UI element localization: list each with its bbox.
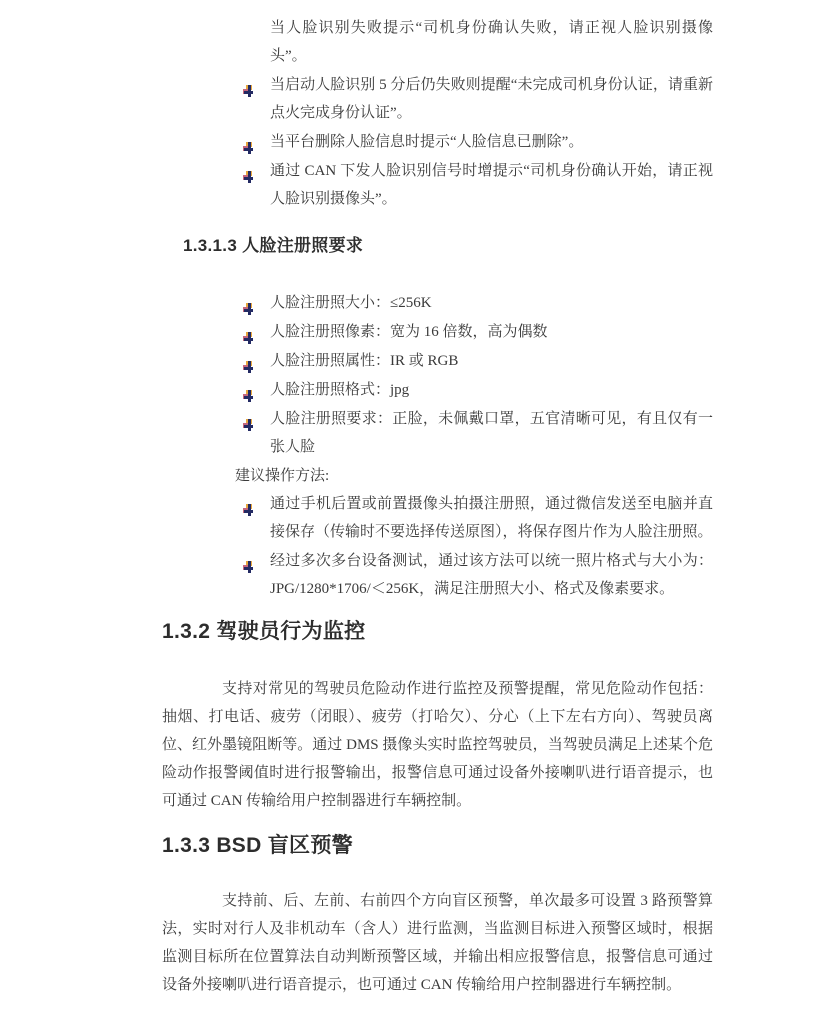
list-item xyxy=(162,405,713,461)
list-item xyxy=(162,490,713,546)
list-item-text: 通过手机后置或前置摄像头拍摄注册照，通过微信发送至电脑并直接保存（传输时不要选择传送原图），将保存图片作为人脸注册照。 xyxy=(270,496,713,540)
dingbat-bullet-icon xyxy=(242,79,254,91)
dingbat-bullet-icon xyxy=(242,498,254,510)
list-item xyxy=(162,547,713,603)
heading-1-3-1-3: 1.3.1.3 人脸注册照要求 xyxy=(183,236,364,255)
suggest-method-label: 建议操作方法: xyxy=(235,468,330,484)
dingbat-bullet-icon xyxy=(242,355,254,367)
dingbat-bullet-icon xyxy=(242,413,254,425)
heading-1-3-2: 1.3.2 驾驶员行为监控 xyxy=(162,620,366,643)
paragraph-bsd-blind-spot-warning: 支持前、后、左前、右前四个方向盲区预警，单次最多可设置 3 路预警算法，实时对行人及非机动车（含人）进行监测，当监测目标进入预警区域时，根据监测目标所在位置算法自动判断预警区域，并输出相应报警信息，报警信息可通过设备外接喇叭进行语音提示，也可通过 CAN 传输给用户控制器进行车辆控制。 xyxy=(162,893,713,993)
dingbat-bullet-icon xyxy=(242,555,254,567)
list-item-text: 人脸注册照属性：IR 或 RGB xyxy=(270,353,459,369)
heading-1-3-3: 1.3.3 BSD 盲区预警 xyxy=(162,834,353,857)
list-item xyxy=(162,128,713,156)
list-item-text: 人脸注册照大小：≤256K xyxy=(270,295,432,311)
document-content xyxy=(162,14,713,999)
dingbat-bullet-icon xyxy=(242,165,254,177)
registration-photo-requirement-list xyxy=(162,289,713,461)
dingbat-bullet-icon xyxy=(242,297,254,309)
list-item-text: 经过多次多台设备测试，通过该方法可以统一照片格式与大小为：JPG/1280*1706/＜256K，满足注册照大小、格式及像素要求。 xyxy=(270,553,713,597)
paragraph-driver-behavior-monitoring: 支持对常见的驾驶员危险动作进行监控及预警提醒，常见危险动作包括：抽烟、打电话、疲劳（闭眼）、疲劳（打哈欠）、分心（上下左右方向）、驾驶员离位、红外墨镜阻断等。通过 DMS 摄像头实时监控驾驶员，当驾驶员满足上述某个危险动作报警阈值时进行报警输出，报警信息可通过设备外接喇叭进行语音提示，也可通过 CAN 传输给用户控制器进行车辆控制。 xyxy=(162,681,713,809)
list-item-text: 当平台删除人脸信息时提示“人脸信息已删除”。 xyxy=(270,134,584,150)
list-item-text: 当启动人脸识别 5 分后仍失败则提醒“未完成司机身份认证，请重新点火完成身份认证”。 xyxy=(270,77,713,121)
paragraph-continuation: 当人脸识别失败提示“司机身份确认失败，请正视人脸识别摄像头”。 xyxy=(270,20,713,64)
list-item-text: 通过 CAN 下发人脸识别信号时增提示“司机身份确认开始，请正视人脸识别摄像头”。 xyxy=(270,163,713,207)
list-item xyxy=(162,289,713,317)
list-item xyxy=(162,318,713,346)
list-item-text: 人脸注册照像素：宽为 16 倍数，高为偶数 xyxy=(270,324,548,340)
list-item xyxy=(162,71,713,127)
list-item xyxy=(162,157,713,213)
suggest-method-list xyxy=(162,490,713,603)
list-item xyxy=(162,347,713,375)
dingbat-bullet-icon xyxy=(242,326,254,338)
list-item-text: 人脸注册照要求：正脸，未佩戴口罩，五官清晰可见，有且仅有一张人脸 xyxy=(270,411,713,455)
dingbat-bullet-icon xyxy=(242,136,254,148)
face-recognition-prompt-list xyxy=(162,71,713,213)
dingbat-bullet-icon xyxy=(242,384,254,396)
list-item xyxy=(162,376,713,404)
list-item-text: 人脸注册照格式：jpg xyxy=(270,382,410,398)
